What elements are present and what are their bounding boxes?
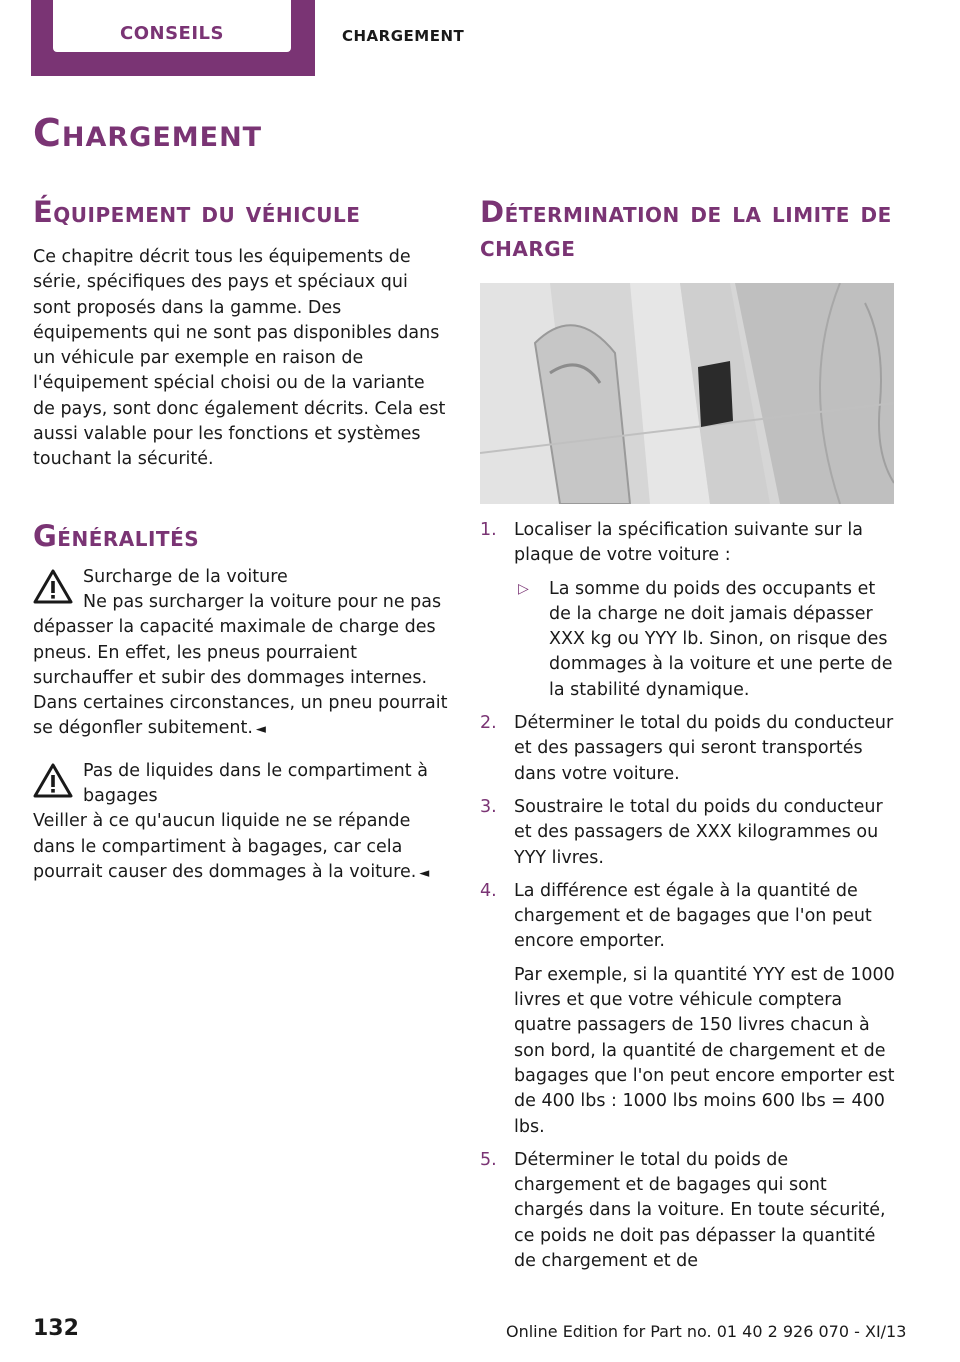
general-heading: Généralités: [33, 518, 200, 553]
warning-triangle-icon: [33, 569, 73, 605]
triangle-bullet-icon: ▷: [518, 580, 529, 597]
step-number: 5.: [480, 1149, 497, 1170]
example-note: Par exemple, si la quantité YYY est de 1000 livres et que votre véhicule comptera quatre passagers de 150 livres chacun à son bord, la quantité de chargement et de bagages que l'on peut encore emporter est de 400 lbs : 1000 lbs moins 600 lbs = 400 lbs.: [514, 964, 895, 1137]
step-text: Déterminer le total du poids de chargement et de bagages qui sont chargés dans la voiture. En toute sécurité, ce poids ne doit pas dépasser la quantité de chargement et de: [514, 1149, 886, 1272]
steps-list: [480, 518, 896, 1274]
list-item: [480, 1148, 896, 1274]
page-title: Chargement: [33, 111, 263, 155]
step-text: La différence est égale à la quantité de chargement et de bagages que l'on peut encore emporter.: [514, 880, 872, 952]
list-item: [480, 518, 896, 703]
step-number: 4.: [480, 880, 497, 901]
step-number: 3.: [480, 796, 497, 817]
warning-text: Ne pas surcharger la voiture pour ne pas dépasser la capacité maximale de charge des pneus. En effet, les pneus pourraient surchauffer et subir des dommages internes. Dans certaines circonstances, un pneu pourrait se dégonfler subitement.: [33, 591, 448, 739]
list-item: [480, 879, 896, 1140]
right-column: [480, 195, 896, 1282]
step-number: 2.: [480, 713, 497, 734]
warning-liquids: [33, 759, 451, 886]
left-column: [33, 195, 451, 886]
step-number: 1.: [480, 520, 497, 540]
warning-text: Veiller à ce qu'aucun liquide ne se répande dans le compartiment à bagages, car cela pourrait causer des dommages à la voiture.: [33, 811, 417, 882]
load-limit-heading: Détermination de la limite de charge: [480, 195, 892, 263]
step-text: Localiser la spécification suivante sur la plaque de votre voiture :: [514, 520, 863, 566]
sub-item-text: La somme du poids des occupants et de la charge ne doit jamais dépasser XXX kg ou YYY lb. Sinon, on risque des dommages à la voiture et une perte de la stabilité dynamique.: [549, 578, 893, 700]
list-item: [480, 795, 896, 871]
section-tab-label: CONSEILS: [120, 23, 224, 44]
breadcrumb: CHARGEMENT: [342, 27, 465, 45]
step-text: Déterminer le total du poids du conducteur et des passagers qui seront transportés dans votre voiture.: [514, 713, 894, 784]
end-mark: ◄: [255, 722, 266, 738]
list-item: [514, 577, 896, 703]
door-pillar-illustration: [480, 283, 894, 504]
door-pillar-drawing: [480, 283, 894, 504]
equipment-text: Ce chapitre décrit tous les équipements de série, spécifiques des pays et spéciaux qui sont proposés dans la gamme. Des équipements qui ne sont pas disponibles dans un véhicule par exemple en raison de l'équipement spécial choisi ou de la variante de pays, sont donc également décrits. Cela est aussi valable pour les fonctions et systèmes touchant la sécurité.: [33, 247, 446, 470]
edition-note: Online Edition for Part no. 01 40 2 926 070 - XI/13: [506, 1322, 907, 1341]
page-number: 132: [33, 1316, 79, 1341]
warning-overload: [33, 565, 451, 743]
warning-title: Pas de liquides dans le compartiment à bagages: [83, 760, 428, 807]
warning-triangle-icon: [33, 763, 73, 799]
list-item: [480, 711, 896, 787]
equipment-heading: Équipement du véhicule: [33, 195, 361, 229]
sub-list: [514, 577, 896, 703]
step-text: Soustraire le total du poids du conducteur et des passagers de XXX kilogrammes ou YYY livres.: [514, 796, 883, 868]
warning-title: Surcharge de la voiture: [83, 566, 288, 587]
end-mark: ◄: [419, 865, 430, 881]
